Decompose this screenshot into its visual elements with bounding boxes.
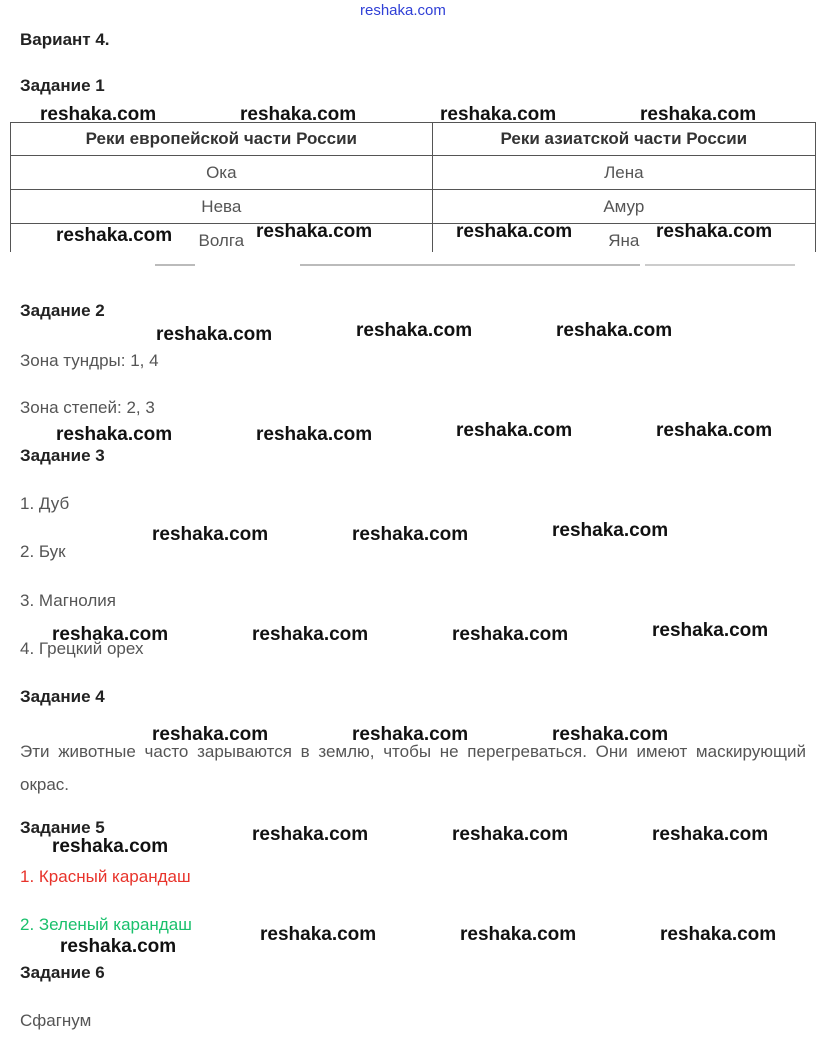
watermark: reshaka.com	[552, 724, 669, 745]
watermark: reshaka.com	[40, 104, 157, 125]
list-item: 3. Магнолия	[20, 591, 116, 610]
watermark: reshaka.com	[52, 836, 169, 857]
watermark: reshaka.com	[156, 324, 273, 345]
watermark: reshaka.com	[52, 624, 169, 645]
answer-line: Зона тундры: 1, 4	[20, 351, 159, 370]
watermark: reshaka.com	[652, 620, 769, 641]
table-cell: Нева	[11, 190, 433, 224]
table-cell: Ока	[11, 156, 433, 190]
watermark: reshaka.com	[352, 524, 469, 545]
list-item: 2. Зеленый карандаш	[20, 915, 192, 934]
watermark: reshaka.com	[556, 320, 673, 341]
cropped-edge-fragment	[300, 264, 640, 266]
watermark: reshaka.com	[356, 320, 473, 341]
task-3-title: Задание 3	[20, 446, 105, 465]
watermark: reshaka.com	[56, 225, 173, 246]
watermark: reshaka.com	[640, 104, 757, 125]
table-row	[11, 156, 816, 190]
watermark: reshaka.com	[452, 624, 569, 645]
answer-line: Зона степей: 2, 3	[20, 398, 155, 417]
task-4-text: Эти животные часто зарываются в землю, чтобы не перегреваться. Они имеют маскирующий окрас.	[20, 742, 806, 794]
watermark: reshaka.com	[60, 936, 177, 957]
watermark: reshaka.com	[152, 724, 269, 745]
list-item: 2. Бук	[20, 542, 66, 561]
list-item: 1. Красный карандаш	[20, 867, 191, 886]
table-cell: Яна	[432, 224, 815, 258]
task-2-title: Задание 2	[20, 301, 105, 320]
table-row	[11, 190, 816, 224]
watermark: reshaka.com	[456, 420, 573, 441]
list-item: 1. Дуб	[20, 494, 70, 513]
table-header-row	[11, 123, 816, 156]
watermark: reshaka.com	[256, 221, 373, 242]
task-1-title: Задание 1	[20, 76, 105, 95]
watermark: reshaka.com	[252, 824, 369, 845]
site-header-link[interactable]: reshaka.com	[360, 2, 446, 19]
cropped-edge-fragment	[645, 264, 795, 266]
watermark: reshaka.com	[456, 221, 573, 242]
watermark: reshaka.com	[352, 724, 469, 745]
watermark: reshaka.com	[656, 420, 773, 441]
task-4-title: Задание 4	[20, 687, 105, 706]
watermark: reshaka.com	[56, 424, 173, 445]
watermark: reshaka.com	[452, 824, 569, 845]
watermark: reshaka.com	[660, 924, 777, 945]
task-6-title: Задание 6	[20, 963, 105, 982]
table-cell: Лена	[432, 156, 815, 190]
task-5-title: Задание 5	[20, 818, 105, 837]
watermark: reshaka.com	[460, 924, 577, 945]
list-item: 4. Грецкий орех	[20, 639, 144, 658]
watermark: reshaka.com	[256, 424, 373, 445]
watermark: reshaka.com	[552, 520, 669, 541]
watermark: reshaka.com	[240, 104, 357, 125]
answer-line: Сфагнум	[20, 1011, 92, 1030]
table-cell: Амур	[432, 190, 815, 224]
variant-title: Вариант 4.	[20, 30, 110, 49]
watermark: reshaka.com	[656, 221, 773, 242]
watermark: reshaka.com	[440, 104, 557, 125]
table-header-europe: Реки европейской части России	[11, 123, 433, 156]
table-header-asia: Реки азиатской части России	[432, 123, 815, 156]
watermark: reshaka.com	[252, 624, 369, 645]
watermark: reshaka.com	[152, 524, 269, 545]
watermark: reshaka.com	[652, 824, 769, 845]
watermark: reshaka.com	[260, 924, 377, 945]
table-cell: Волга	[11, 224, 433, 258]
cropped-edge-fragment	[155, 264, 195, 266]
